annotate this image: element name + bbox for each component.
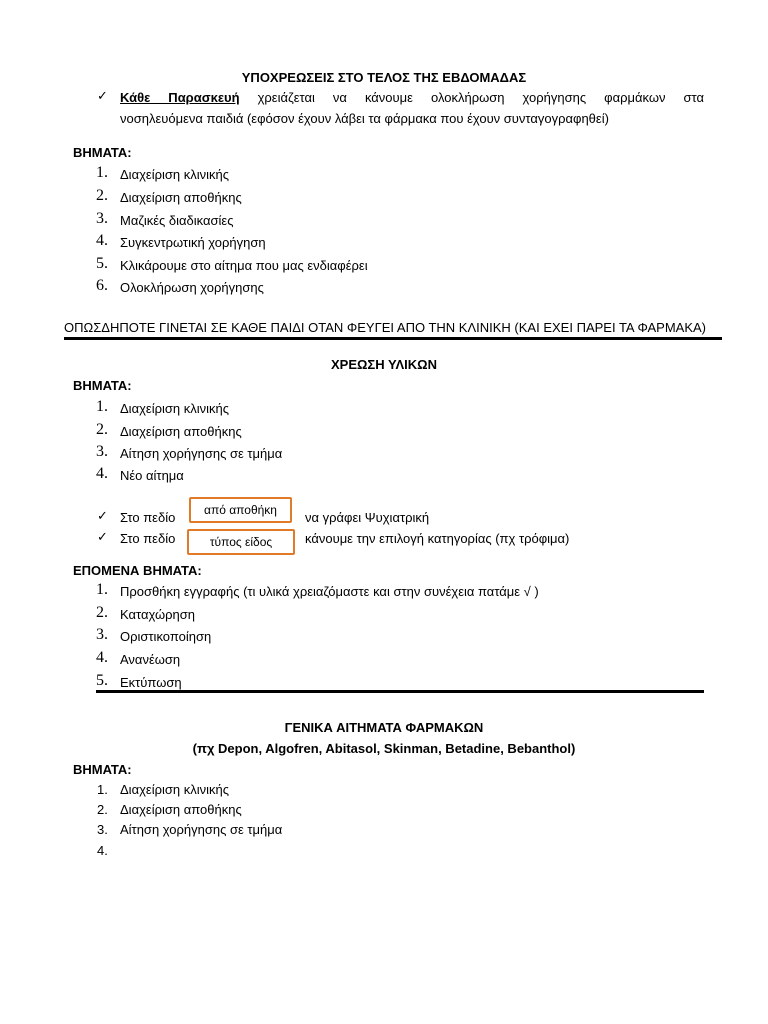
list-item-number: 1.: [97, 782, 108, 797]
section-divider: [96, 690, 704, 693]
check-icon: ✓: [97, 530, 108, 545]
list-item: Συγκεντρωτική χορήγηση: [120, 235, 266, 250]
list-item-number: 4.: [97, 843, 108, 858]
list-item: Αίτηση χορήγησης σε τμήμα: [120, 822, 283, 837]
list-item: Καταχώρηση: [120, 607, 195, 622]
weekly-steps-label: ΒΗΜΑΤΑ:: [73, 145, 132, 160]
list-item-number: 5.: [96, 672, 108, 689]
list-item-number: 1.: [96, 581, 108, 598]
list-item: Κλικάρουμε στο αίτημα που μας ενδιαφέρει: [120, 258, 368, 273]
item-type-field-box: τύπος είδος: [187, 529, 295, 555]
list-item: Διαχείριση κλινικής: [120, 401, 230, 416]
field-row-description: κάνουμε την επιλογή κατηγορίας (πχ τρόφιμα): [305, 531, 570, 546]
list-item: Διαχείριση αποθήκης: [120, 424, 242, 439]
list-item-number: 1.: [96, 398, 108, 415]
check-icon: ✓: [97, 509, 108, 524]
list-item-number: 2.: [97, 802, 108, 817]
list-item-number: 2.: [96, 421, 108, 438]
list-item-number: 2.: [96, 187, 108, 204]
materials-steps-label: ΒΗΜΑΤΑ:: [73, 378, 132, 393]
list-item-number: 4.: [96, 649, 108, 666]
drugs-title: ΓΕΝΙΚΑ ΑΙΤΗΜΑΤΑ ΦΑΡΜΑΚΩΝ: [284, 720, 484, 735]
list-item: Εκτύπωση: [120, 675, 182, 690]
warehouse-field-box: από αποθήκη: [189, 497, 292, 523]
list-item-number: 2.: [96, 604, 108, 621]
section-divider: [64, 337, 722, 340]
list-item-number: 3.: [96, 210, 108, 227]
list-item: Προσθήκη εγγραφής (τι υλικά χρειαζόμαστε και στην συνέχεια πατάμε √ ): [120, 584, 539, 599]
weekly-day: Κάθε Παρασκευή: [120, 90, 240, 105]
list-item-number: 3.: [97, 822, 108, 837]
drugs-subtitle: (πχ Depon, Algofren, Abitasol, Skinman, Betadine, Bebanthol): [192, 741, 576, 756]
list-item: Διαχείριση κλινικής: [120, 782, 230, 797]
field-row-description: να γράφει Ψυχιατρική: [305, 510, 430, 525]
weekly-note: ΟΠΩΣΔΗΠΟΤΕ ΓΙΝΕΤΑΙ ΣΕ ΚΑΘΕ ΠΑΙΔΙ ΟΤΑΝ ΦΕΥΓΕΙ ΑΠΟ ΤΗΝ ΚΛΙΝΙΚΗ (ΚΑΙ ΕΧΕΙ ΠΑΡΕΙ ΤΑ ΦΑΡΜΑΚΑ): [64, 320, 707, 335]
field-row-label: Στο πεδίο: [120, 531, 176, 546]
field-row-label: Στο πεδίο: [120, 510, 176, 525]
weekly-instruction-line1: [120, 90, 704, 105]
list-item-number: 5.: [96, 255, 108, 272]
weekly-instruction-text: χρειάζεται να κάνουμε ολοκλήρωση χορήγησης φαρμάκων στα: [257, 90, 704, 105]
list-item-number: 4.: [96, 232, 108, 249]
list-item: Διαχείριση αποθήκης: [120, 190, 242, 205]
list-item-number: 3.: [96, 443, 108, 460]
materials-next-label: ΕΠΟΜΕΝΑ ΒΗΜΑΤΑ:: [73, 563, 202, 578]
list-item: Οριστικοποίηση: [120, 629, 212, 644]
list-item: Διαχείριση κλινικής: [120, 167, 230, 182]
drugs-steps-label: ΒΗΜΑΤΑ:: [73, 762, 132, 777]
list-item-number: 3.: [96, 626, 108, 643]
check-icon: ✓: [97, 89, 108, 104]
list-item-number: 1.: [96, 164, 108, 181]
list-item: Διαχείριση αποθήκης: [120, 802, 242, 817]
list-item: Ανανέωση: [120, 652, 181, 667]
list-item: Μαζικές διαδικασίες: [120, 213, 234, 228]
materials-title: ΧΡΕΩΣΗ ΥΛΙΚΩΝ: [331, 357, 437, 372]
list-item: Ολοκλήρωση χορήγησης: [120, 280, 264, 295]
weekly-instruction-line2: νοσηλευόμενα παιδιά (εφόσον έχουν λάβει τα φάρμακα που έχουν συνταγογραφηθεί): [120, 111, 609, 126]
list-item-number: 4.: [96, 465, 108, 482]
list-item: Αίτηση χορήγησης σε τμήμα: [120, 446, 283, 461]
weekly-title: ΥΠΟΧΡΕΩΣΕΙΣ ΣΤΟ ΤΕΛΟΣ ΤΗΣ ΕΒΔΟΜΑΔΑΣ: [241, 70, 527, 85]
list-item-number: 6.: [96, 277, 108, 294]
list-item: Νέο αίτημα: [120, 468, 184, 483]
